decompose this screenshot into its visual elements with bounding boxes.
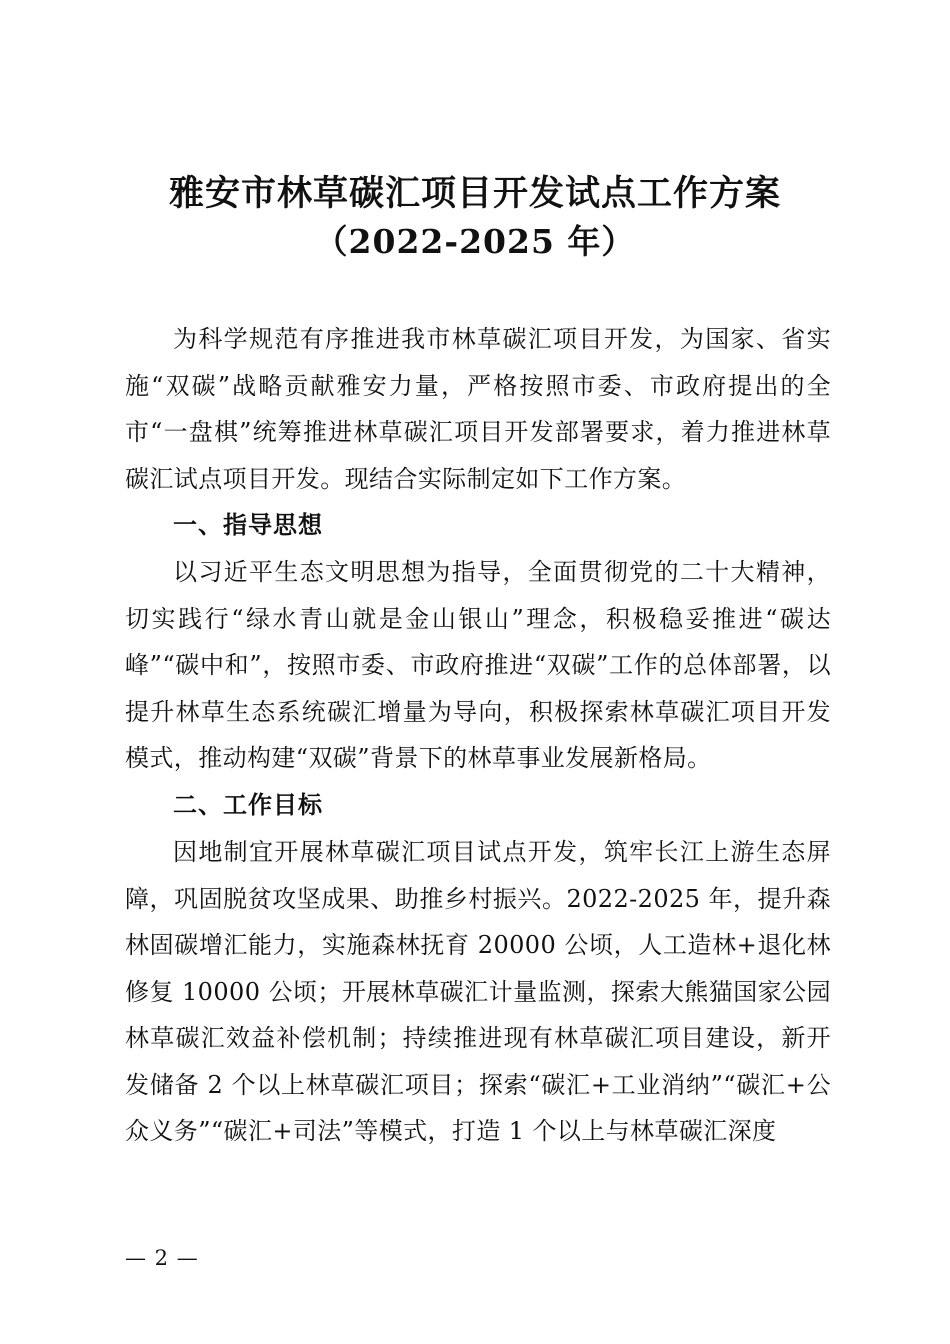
section-paragraph-guiding-ideology: 以习近平生态文明思想为指导，全面贯彻党的二十大精神，切实践行“绿水青山就是金山银山”理念，积极稳妥推进“碳达峰”“碳中和”，按照市委、市政府推进“双碳”工作的总体部署，以提升林草生态系统碳汇增量为导向，积极探索林草碳汇项目开发模式，推动构建“双碳”背景下的林草事业发展新格局。 — [125, 558, 831, 772]
page-number: — 2 — — [125, 1246, 199, 1270]
section-heading-guiding-ideology: 一、指导思想 — [173, 511, 323, 539]
document-title: 雅安市林草碳汇项目开发试点工作方案 — [168, 173, 781, 214]
intro-paragraph: 为科学规范有序推进我市林草碳汇项目开发，为国家、省实施“双碳”战略贡献雅安力量，严格按照市委、市政府提出的全市“一盘棋”统筹推进林草碳汇项目开发部署要求，着力推进林草碳汇试点项目开发。现结合实际制定如下工作方案。 — [125, 325, 831, 493]
section-paragraph-work-goals: 因地制宜开展林草碳汇项目试点开发，筑牢长江上游生态屏障，巩固脱贫攻坚成果、助推乡村振兴。2022-2025 年，提升森林固碳增汇能力，实施森林抚育 20000 公顷，人工造林+退化林修复 10000 公顷；开展林草碳汇计量监测，探索大熊猫国家公园林草碳汇效益补偿机制；持续推进现有林草碳汇项目建设，新开发储备 2 个以上林草碳汇项目；探索“碳汇+工业消纳”“碳汇+公众义务”“碳汇+司法”等模式，打造 1 个以上与林草碳汇深度 — [125, 838, 831, 1145]
document-subtitle-years: （2022-2025 年） — [314, 222, 636, 261]
section-heading-work-goals: 二、工作目标 — [173, 791, 323, 819]
